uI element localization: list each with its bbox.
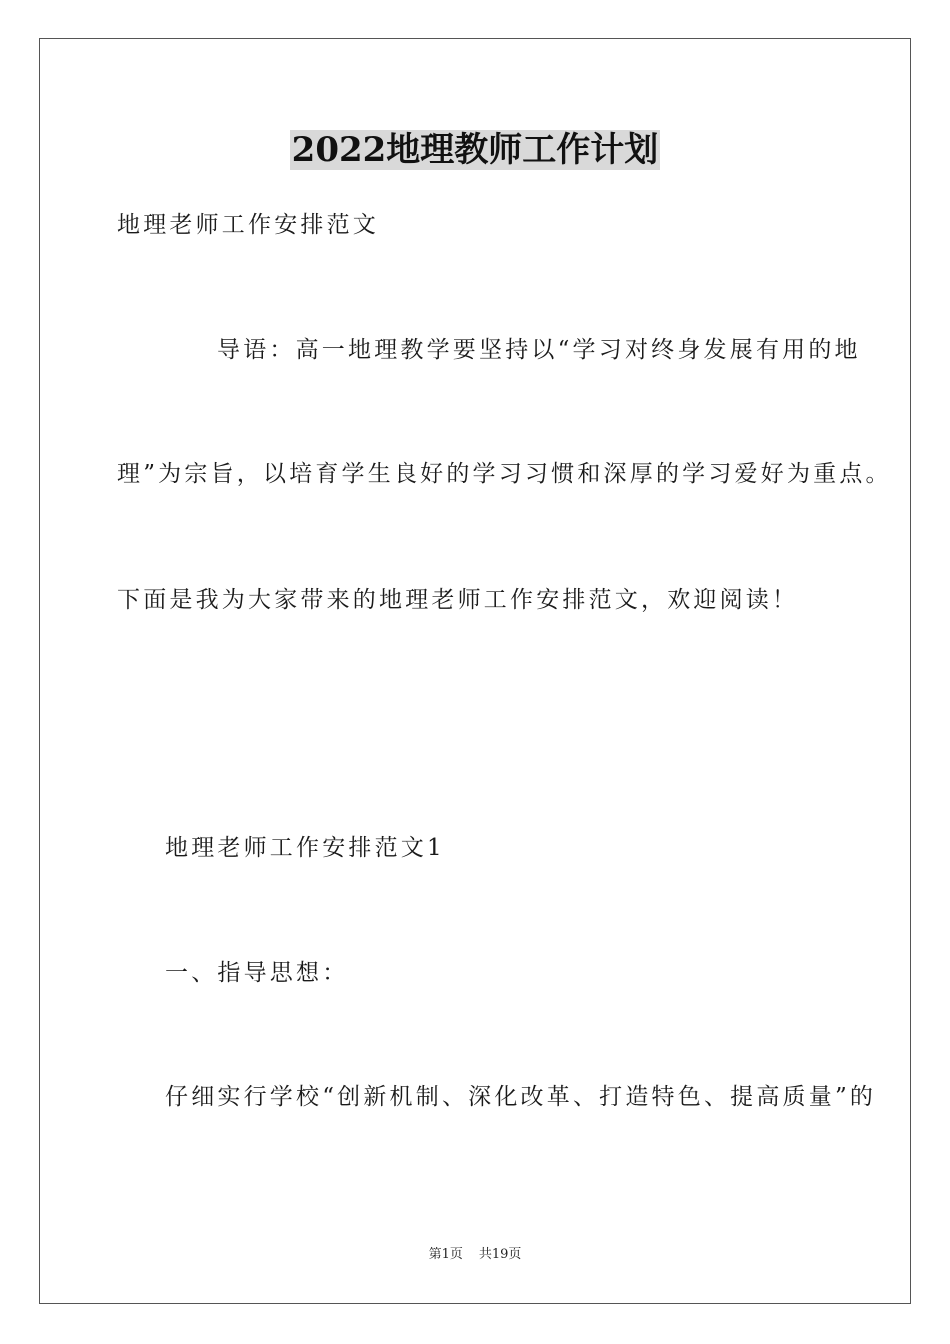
- heading-guiding-ideology: 一、指导思想：: [165, 960, 349, 986]
- title-text: 2022地理教师工作计划: [291, 130, 659, 170]
- page-number: 第1页: [428, 1247, 463, 1262]
- page-total: 共19页: [478, 1247, 522, 1262]
- body-paragraph-line: 仔细实行学校“创新机制、深化改革、打造特色、提高质量”的: [165, 1084, 877, 1110]
- intro-line-3: 下面是我为大家带来的地理老师工作安排范文，欢迎阅读！: [117, 587, 799, 613]
- intro-line-1: 导语：高一地理教学要坚持以“学习对终身发展有用的地: [217, 337, 861, 363]
- intro-line-2: 理”为宗旨，以培育学生良好的学习习惯和深厚的学习爱好为重点。: [117, 461, 892, 487]
- page-footer: [0, 1246, 950, 1264]
- document-title: [0, 128, 950, 172]
- section-title: 地理老师工作安排范文1: [165, 835, 445, 861]
- subtitle: 地理老师工作安排范文: [117, 212, 379, 238]
